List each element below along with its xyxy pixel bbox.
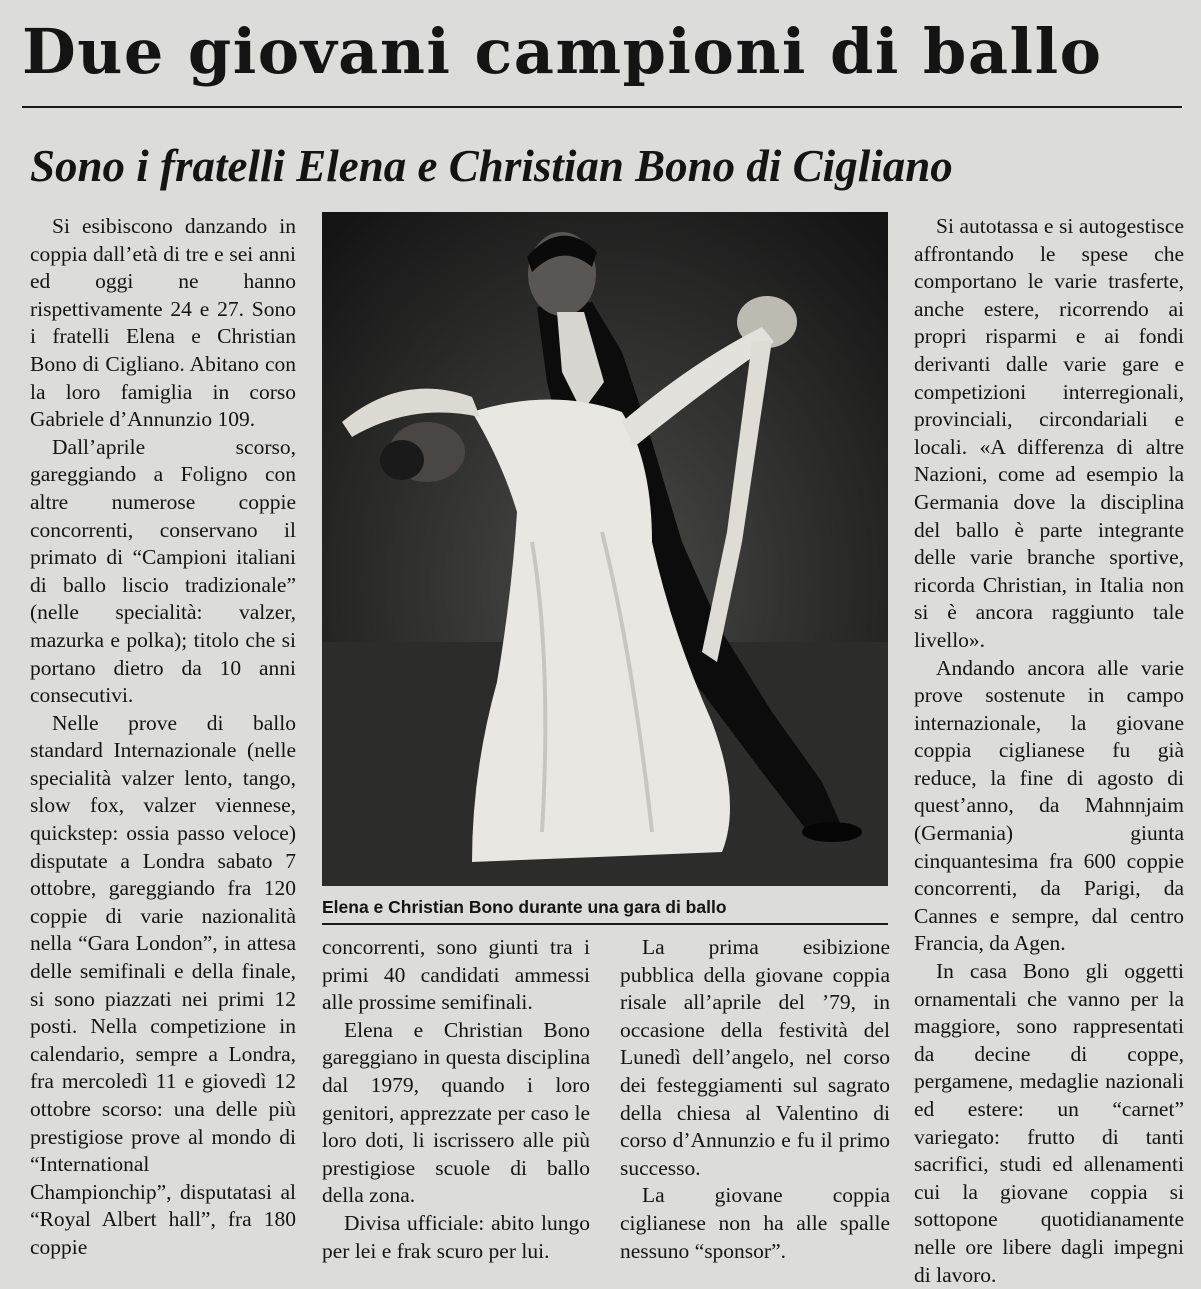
column-2-paragraph-3: Divisa ufficiale: abito lungo per lei e frak scuro per lui. [322,1210,590,1263]
column-3 [620,934,890,1265]
column-4-paragraph-1: Si autotassa e si autogestisce affrontando le spese che comportano le varie trasferte, anche estere, ricorrendo ai propri risparmi e ai fondi derivanti dalle varie gare e competizioni interregionali, provinciali, circondariali e locali. «A differenza di altre Nazioni, come ad esempio la Germania dove la disciplina del ballo è parte integrante delle varie branche sportive, ricorda Christian, in Italia non si è ancora raggiunto tale livello». [914,214,1184,652]
caption-rule [322,923,888,925]
column-2 [322,934,590,1265]
column-4-paragraph-3: In casa Bono gli oggetti ornamentali che vanno per la maggiore, sono rappresentati da decine di coppe, pergamene, medaglie nazionali ed estere: un “carnet” variegato: frutto di tanti sacrifici, studi ed allenamenti cui la giovane coppia si sottopone quotidianamente nelle ore libere dagli impegni di lavoro. [914,959,1184,1287]
column-1-paragraph-3: Nelle prove di ballo standard Internazionale (nelle specialità valzer lento, tango, slow fox, valzer viennese, quickstep: ossia passo veloce) disputate a Londra sabato 7 ottobre, gareggiando fra 120 coppie di varie nazionalità nella “Gara London”, in attesa delle semifinali e della finale, si sono piazzati nei primi 12 posti. Nella competizione in calendario, sempre a Londra, fra mercoledì 11 e giovedì 12 ottobre scorso: una delle più prestigiose prove al mondo di “International Championchip”, disputatasi al “Royal Albert hall”, fra 180 coppie [30,710,296,1259]
column-4-paragraph-2: Andando ancora alle varie prove sostenute in campo internazionale, la giovane coppia ciglianese fu già reduce, la fine di agosto di quest’anno, da Mahnnjaim (Germania) giunta cinquantesima fra 600 coppie concorrenti, da Parigi, da Cannes e sempre, dal centro Francia, da Agen. [914,655,1184,956]
subheadline: Sono i fratelli Elena e Christian Bono di Cigliano [30,141,953,191]
column-3-paragraph-2: La giovane coppia ciglianese non ha alle spalle nessuno “sponsor”. [620,1183,890,1263]
column-4 [914,213,1184,1289]
column-1 [30,213,296,1262]
dancing-couple-illustration [322,212,888,886]
column-2-paragraph-1: concorrenti, sono giunti tra i primi 40 candidati ammessi alle prossime semifinali. [322,935,590,1015]
headline: Due giovani campioni di ballo [22,15,1103,88]
column-1-paragraph-1: Si esibiscono danzando in coppia dall’età di tre e sei anni ed oggi ne hanno rispettivamente 24 e 27. Sono i fratelli Elena e Christian Bono di Cigliano. Abitano con la loro famiglia in corso Gabriele d’Annunzio 109. [30,214,296,432]
column-1-paragraph-2: Dall’aprile scorso, gareggiando a Foligno con altre numerose coppie concorrenti, conservano il primato di “Campioni italiani di ballo liscio tradizionale” (nelle specialità: valzer, mazurka e polka); titolo che si portano dietro da 10 anni consecutivi. [30,434,296,708]
headline-rule [22,106,1182,108]
photo-caption: Elena e Christian Bono durante una gara di ballo [322,897,727,917]
dance-photo [322,212,888,886]
column-3-paragraph-1: La prima esibizione pubblica della giovane coppia risale all’aprile del ’79, in occasione della festività del Lunedì dell’angelo, nel corso dei festeggiamenti sul sagrato della chiesa al Valentino di corso d’Annunzio e fu il primo successo. [620,935,890,1180]
column-2-paragraph-2: Elena e Christian Bono gareggiano in questa disciplina dal 1979, quando i loro genitori, apprezzate per caso le loro doti, li iscrissero alle più prestigiose scuole di ballo della zona. [322,1017,590,1208]
